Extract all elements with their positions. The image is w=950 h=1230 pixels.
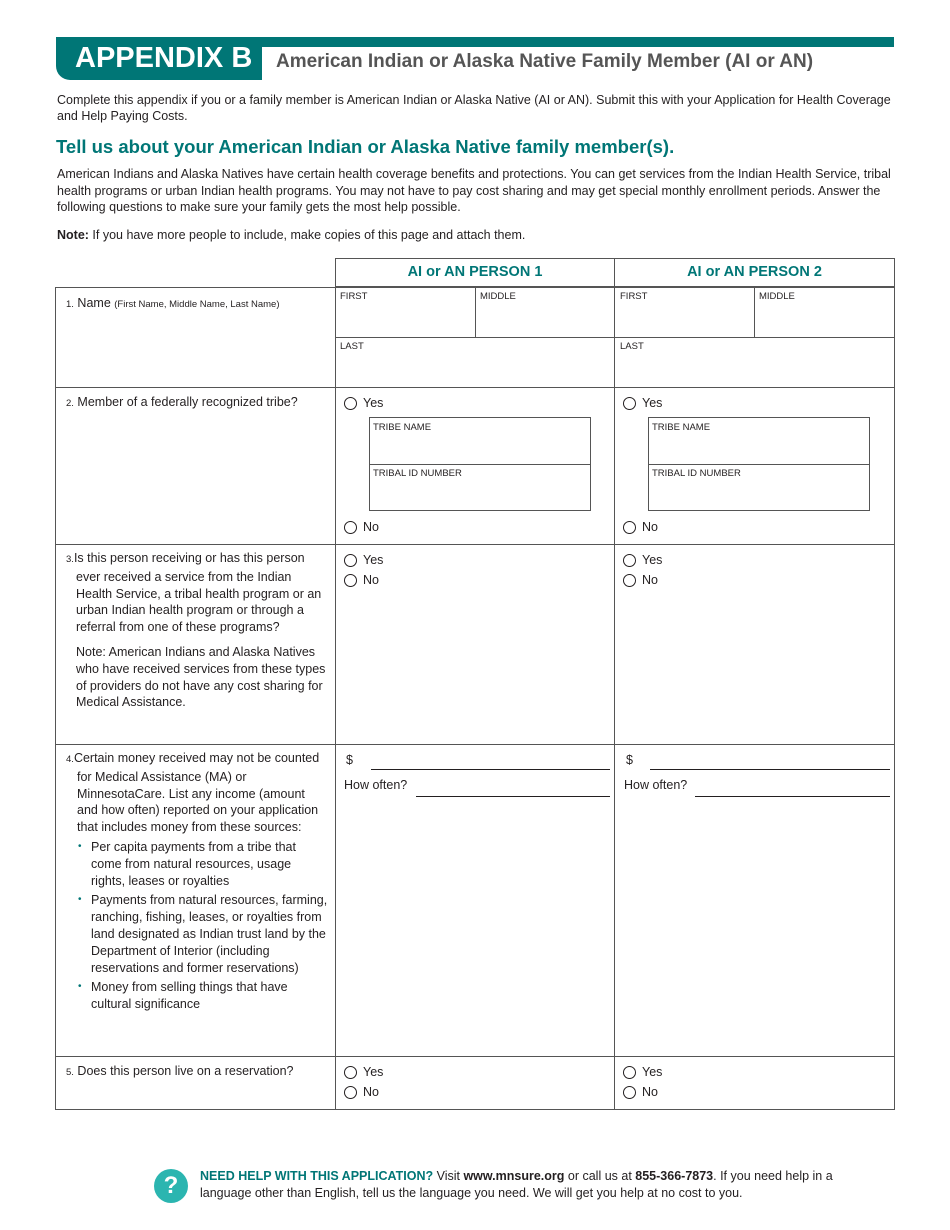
person2-tribe-yes-radio[interactable] — [623, 396, 662, 410]
list-item: • Per capita payments from a tribe that come from natural resources, usage rights, leases or royalties — [91, 839, 328, 889]
person1-last-name-field[interactable]: LAST — [340, 341, 364, 352]
name-col-divider — [754, 287, 755, 337]
help-rest: . If you need help in a language other than English, tell us the language you need. We will get you help at no cost to you. — [200, 1169, 833, 1200]
income-source-list — [66, 839, 328, 1013]
list-item: • Payments from natural resources, farming, ranching, fishing, leases, or royalties from land designated as Indian trust land by the Department of Interior (including reservations and former reservations) — [91, 892, 328, 976]
radio-label: Yes — [363, 1065, 384, 1079]
radio-label: No — [363, 573, 379, 587]
question-4 — [66, 750, 328, 1013]
person1-frequency-input[interactable] — [416, 796, 610, 797]
help-website-link[interactable]: www.mnsure.org — [463, 1169, 565, 1183]
row-divider — [55, 744, 895, 745]
person1-first-name-field[interactable]: FIRST — [340, 291, 368, 302]
radio-label: No — [642, 1085, 658, 1099]
radio-circle[interactable] — [344, 1086, 357, 1099]
person1-services-no-radio[interactable] — [344, 573, 379, 587]
question-3-note: Note: American Indians and Alaska Natives who have received services from these types of providers do not have any cost sharing for Medical Assistance. — [76, 644, 326, 710]
question-5 — [66, 1063, 328, 1082]
tribe-box-divider — [649, 464, 869, 465]
radio-circle[interactable] — [623, 574, 636, 587]
person1-tribe-name-field[interactable]: TRIBE NAME — [373, 422, 432, 433]
radio-circle[interactable] — [344, 574, 357, 587]
how-often-label: How often? — [344, 778, 408, 792]
person2-last-name-field[interactable]: LAST — [620, 341, 644, 352]
radio-label: No — [642, 520, 658, 534]
person2-tribe-box — [648, 417, 870, 511]
radio-label: Yes — [363, 553, 384, 567]
question-1-label: Name — [77, 296, 111, 310]
question-number: 5. — [66, 1067, 74, 1078]
appendix-label: APPENDIX B — [56, 37, 262, 80]
row-divider — [55, 387, 895, 388]
radio-label: Yes — [642, 553, 663, 567]
name-row-divider — [614, 337, 895, 338]
help-text — [200, 1168, 880, 1201]
person1-tribal-id-field[interactable]: TRIBAL ID NUMBER — [373, 468, 462, 479]
name-col-divider — [475, 287, 476, 337]
person2-amount-input[interactable] — [650, 769, 890, 770]
dollar-sign: $ — [626, 753, 633, 767]
question-1 — [66, 295, 328, 314]
radio-label: Yes — [642, 396, 663, 410]
column-divider — [614, 287, 615, 1110]
radio-circle[interactable] — [344, 1066, 357, 1079]
row-divider — [55, 544, 895, 545]
column-header-person-1: AI or AN PERSON 1 — [335, 258, 615, 287]
question-4-text: Certain money received may not be counted for Medical Assistance (MA) or MinnesotaCare. List any income (amount and how often) reported on your application that includes money from these sources: — [73, 751, 320, 835]
radio-label: Yes — [363, 396, 384, 410]
person2-tribal-id-field[interactable]: TRIBAL ID NUMBER — [652, 468, 741, 479]
radio-label: Yes — [642, 1065, 663, 1079]
section-heading: Tell us about your American Indian or Alaska Native family member(s). — [56, 136, 675, 157]
person1-middle-name-field[interactable]: MIDDLE — [480, 291, 516, 302]
question-3-text: Is this person receiving or has this person ever received a service from the Indian Health Service, a tribal health program or an urban Indian health program or through a referral from one of these programs? — [73, 551, 322, 635]
question-2 — [66, 394, 328, 413]
radio-circle[interactable] — [344, 397, 357, 410]
question-5-text: Does this person live on a reservation? — [77, 1064, 294, 1078]
question-number: 4. — [66, 754, 74, 765]
radio-circle[interactable] — [623, 397, 636, 410]
how-often-label: How often? — [624, 778, 688, 792]
radio-circle[interactable] — [623, 554, 636, 567]
person2-services-no-radio[interactable] — [623, 573, 658, 587]
help-visit: Visit — [433, 1169, 464, 1183]
question-number: 3. — [66, 554, 74, 565]
radio-circle[interactable] — [623, 521, 636, 534]
list-item: • Money from selling things that have cultural significance — [91, 979, 328, 1013]
person2-middle-name-field[interactable]: MIDDLE — [759, 291, 795, 302]
column-divider — [335, 287, 336, 1110]
note-body: If you have more people to include, make copies of this page and attach them. — [88, 228, 526, 242]
person1-amount-input[interactable] — [371, 769, 610, 770]
person1-tribe-yes-radio[interactable] — [344, 396, 383, 410]
radio-circle[interactable] — [623, 1086, 636, 1099]
person2-tribe-name-field[interactable]: TRIBE NAME — [652, 422, 711, 433]
question-number: 1. — [66, 299, 74, 310]
question-number: 2. — [66, 398, 74, 409]
person2-first-name-field[interactable]: FIRST — [620, 291, 648, 302]
column-header-person-2: AI or AN PERSON 2 — [614, 258, 895, 287]
radio-label: No — [363, 520, 379, 534]
name-row-divider — [335, 337, 615, 338]
info-paragraph: American Indians and Alaska Natives have certain health coverage benefits and protections. You can get services from the Indian Health Service, tribal health programs or urban Indian health programs. You may not have to pay cost sharing and may get special monthly enrollment periods. Answer the following questions to make sure your family gets the most help possible. — [57, 167, 891, 214]
radio-label: No — [642, 573, 658, 587]
note-label: Note: — [57, 228, 89, 242]
person2-frequency-input[interactable] — [695, 796, 890, 797]
radio-circle[interactable] — [623, 1066, 636, 1079]
person2-tribe-no-radio[interactable] — [623, 520, 658, 534]
person1-tribe-no-radio[interactable] — [344, 520, 379, 534]
radio-label: No — [363, 1085, 379, 1099]
person2-reservation-no-radio[interactable] — [623, 1085, 658, 1099]
person2-services-yes-radio[interactable] — [623, 553, 662, 567]
help-lead: NEED HELP WITH THIS APPLICATION? — [200, 1169, 434, 1183]
note-text — [57, 228, 525, 242]
question-3 — [66, 550, 328, 711]
radio-circle[interactable] — [344, 554, 357, 567]
question-1-sublabel: (First Name, Middle Name, Last Name) — [114, 299, 280, 310]
tribe-box-divider — [370, 464, 590, 465]
person1-reservation-yes-radio[interactable] — [344, 1065, 383, 1079]
help-icon: ? — [154, 1169, 188, 1203]
person1-reservation-no-radio[interactable] — [344, 1085, 379, 1099]
person2-reservation-yes-radio[interactable] — [623, 1065, 662, 1079]
help-phone: 855-366-7873 — [635, 1169, 714, 1183]
page-title: American Indian or Alaska Native Family Member (AI or AN) — [276, 51, 814, 72]
intro-text: Complete this appendix if you or a family member is American Indian or Alaska Native (AI or AN). Submit this with your Application for Health Coverage and Help Paying Costs. — [57, 93, 891, 123]
question-2-text: Member of a federally recognized tribe? — [77, 395, 298, 409]
help-call: or call us at — [564, 1169, 636, 1183]
person1-tribe-box — [369, 417, 591, 511]
radio-circle[interactable] — [344, 521, 357, 534]
person1-services-yes-radio[interactable] — [344, 553, 383, 567]
row-divider — [55, 1056, 895, 1057]
dollar-sign: $ — [346, 753, 353, 767]
